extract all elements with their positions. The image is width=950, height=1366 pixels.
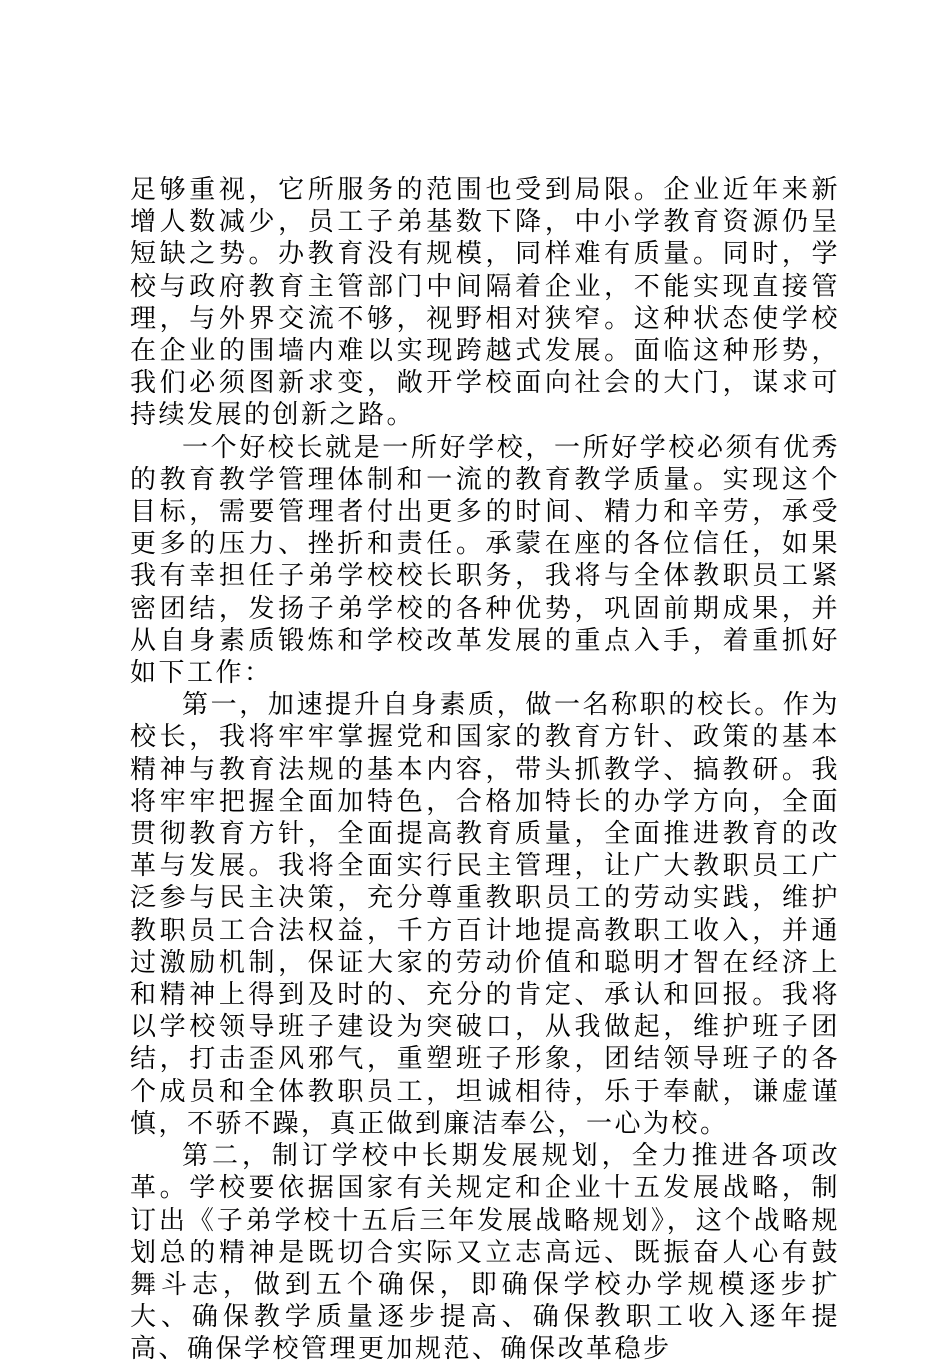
paragraph-1: 足够重视，它所服务的范围也受到局限。企业近年来新增人数减少，员工子弟基数下降，中小学教育资源仍呈短缺之势。办教育没有规模，同样难有质量。同时，学校与政府教育主管部门中间隔着企业，不能实现直接管理，与外界交流不够，视野相对狭窄。这种状态使学校在企业的围墙内难以实现跨越式发展。面临这种形势，我们必须图新求变，敞开学校面向社会的大门，谋求可持续发展的创新之路。 <box>130 175 840 431</box>
paragraph-2: 一个好校长就是一所好学校，一所好学校必须有优秀的教育教学管理体制和一流的教育教学质量。实现这个目标，需要管理者付出更多的时间、精力和辛劳，承受更多的压力、挫折和责任。承蒙在座的各位信任，如果我有幸担任子弟学校校长职务，我将与全体教职员工紧密团结，发扬子弟学校的各种优势，巩固前期成果，并从自身素质锻炼和学校改革发展的重点入手，着重抓好如下工作： <box>130 432 840 689</box>
paragraph-3: 第一，加速提升自身素质，做一名称职的校长。作为校长，我将牢牢掌握党和国家的教育方针、政策的基本精神与教育法规的基本内容，带头抓教学、搞教研。我将牢牢把握全面加特色，合格加特长的办学方向，全面贯彻教育方针，全面提高教育质量，全面推进教育的改革与发展。我将全面实行民主管理，让广大教职员工广泛参与民主决策，充分尊重教职员工的劳动实践，维护教职员工合法权益，千方百计地提高教职工收入，并通过激励机制，保证大家的劳动价值和聪明才智在经济上和精神上得到及时的、充分的肯定、承认和回报。我将以学校领导班子建设为突破口，从我做起，维护班子团结，打击歪风邪气，重塑班子形象，团结领导班子的各个成员和全体教职员工，坦诚相待，乐于奉献，谦虚谨慎，不骄不躁，真正做到廉洁奉公，一心为校。 <box>130 690 840 1139</box>
paragraph-4: 第二，制订学校中长期发展规划，全力推进各项改革。学校要依据国家有关规定和企业十五发展战略，制订出《子弟学校十五后三年发展战略规划》，这个战略规划总的精神是既切合实际又立志高远、既振奋人心有鼓舞斗志，做到五个确保，即确保学校办学规模逐步扩大、确保教学质量逐步提高、确保教职工收入逐年提高、确保学校管理更加规范、确保改革稳步 <box>130 1141 840 1365</box>
body-text <box>130 174 840 1366</box>
